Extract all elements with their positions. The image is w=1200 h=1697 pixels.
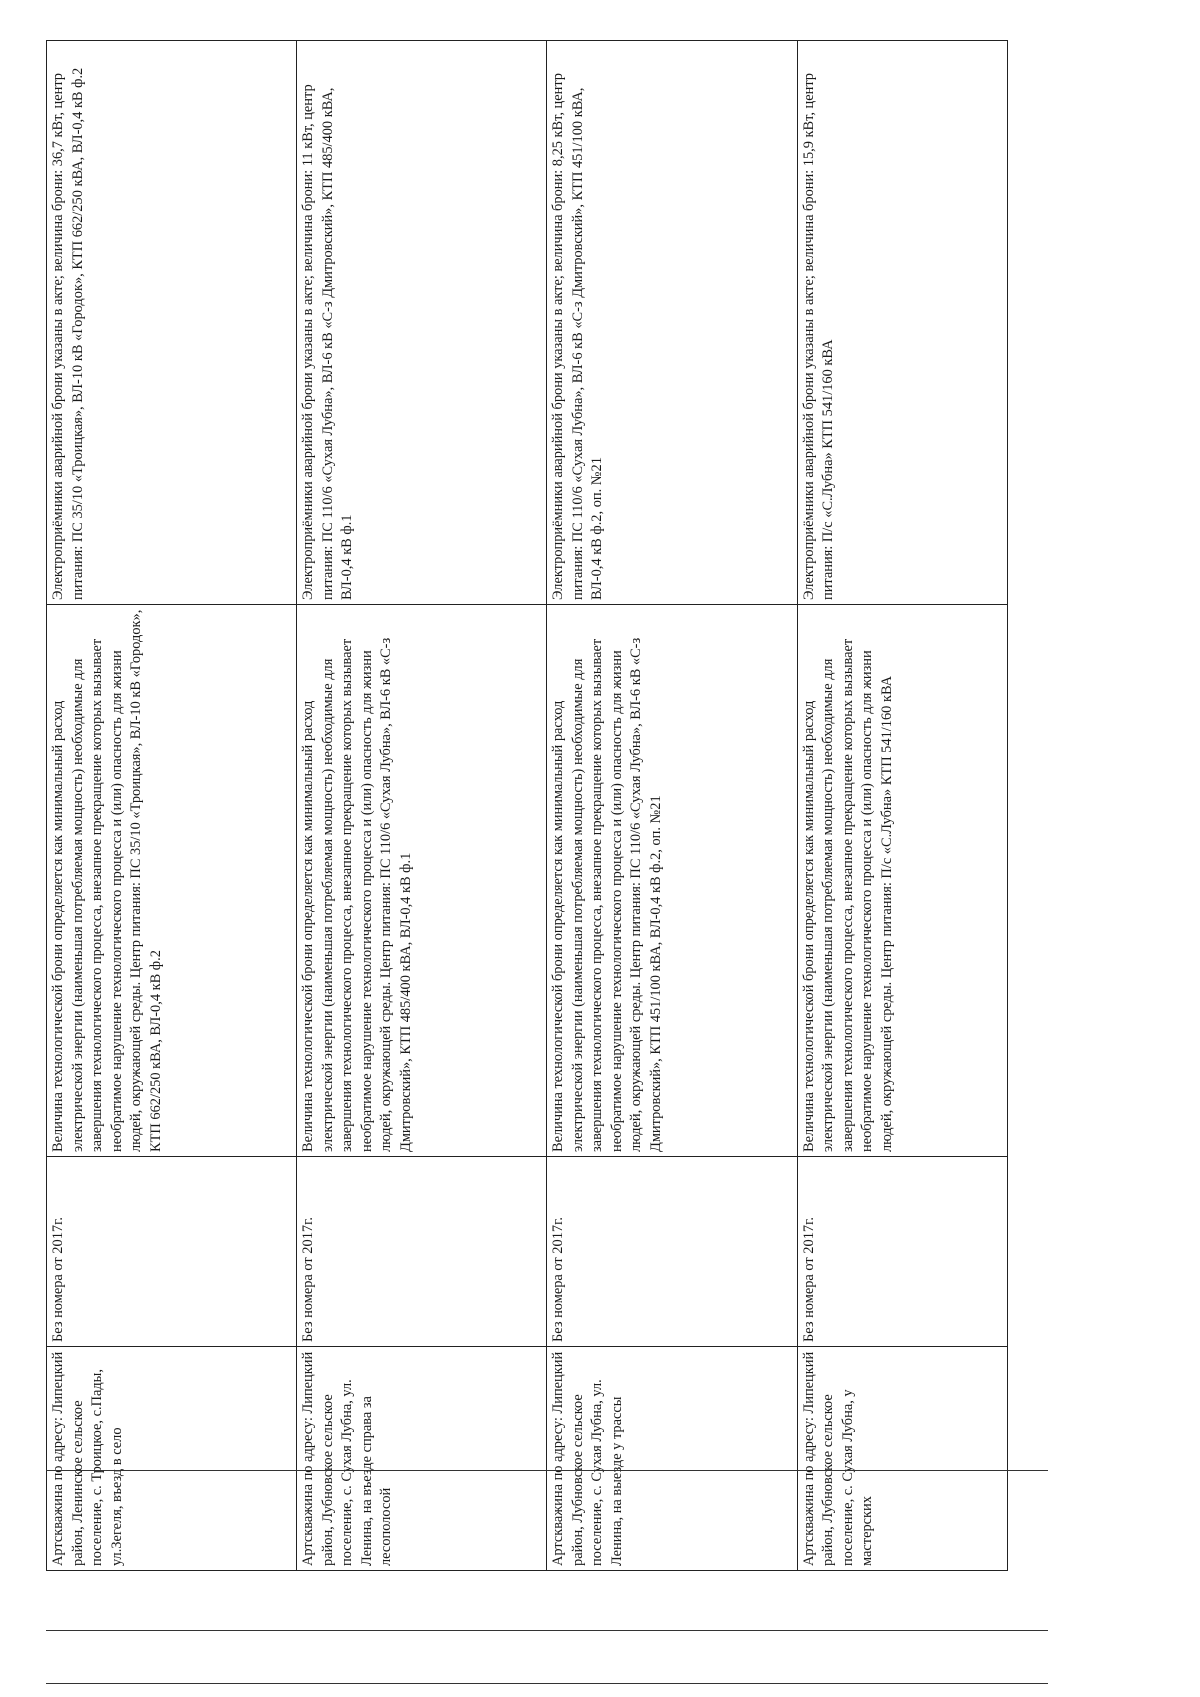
table-row [547, 41, 797, 1571]
act-cell: Без номера от 2017г. [47, 1157, 297, 1347]
act-cell: Без номера от 2017г. [797, 1157, 1007, 1347]
emergency-reserve-cell: Электроприёмники аварийной брони указаны в акте; величина брони: 15,9 кВт, центр питания: П/с «С.Лубна» КТП 541/160 кВА [797, 41, 1007, 605]
object-cell: Артскважина по адресу: Липецкий район, Лубновское сельское поселение, с. Сухая Лубна, у мастерских [797, 1347, 1007, 1571]
object-cell: Артскважина по адресу: Липецкий район, Лубновское сельское поселение, с. Сухая Лубна, ул. Ленина, на въезде справа за лесополосой [297, 1347, 547, 1571]
reserve-table [46, 40, 1008, 1571]
rotated-table-container [46, 41, 1008, 1571]
emergency-reserve-cell: Электроприёмники аварийной брони указаны в акте; величина брони: 36,7 кВт, центр питания: ПС 35/10 «Троицкая», ВЛ-10 кВ «Городок», КТП 662/250 кВА, ВЛ-0,4 кВ ф.2 [47, 41, 297, 605]
table-row [797, 41, 1007, 1571]
tech-reserve-cell: Величина технологической брони определяется как минимальный расход электрической энергии (наименьшая потребляемая мощность) необходимые для завершения технологического процесса, внезапное прекращение которых вызывает необратимое нарушение технологического процесса и (или) опасность для жизни людей, окружающей среды. Центр питания: ПС 110/6 «Сухая Лубна», ВЛ-6 кВ «С-з Дмитровский», КТП 451/100 кВА, ВЛ-0,4 кВ ф.2, оп. №21 [547, 605, 797, 1157]
horizontal-rule-3 [46, 1683, 1048, 1684]
horizontal-rule-1 [46, 1470, 1048, 1471]
tech-reserve-cell: Величина технологической брони определяется как минимальный расход электрической энергии (наименьшая потребляемая мощность) необходимые для завершения технологического процесса, внезапное прекращение которых вызывает необратимое нарушение технологического процесса и (или) опасность для жизни людей, окружающей среды. Центр питания: ПС 35/10 «Троицкая», ВЛ-10 кВ «Городок», КТП 662/250 кВА, ВЛ-0,4 кВ ф.2 [47, 605, 297, 1157]
horizontal-rule-2 [46, 1630, 1048, 1631]
object-cell: Артскважина по адресу: Липецкий район, Лубновское сельское поселение, с. Сухая Лубна, ул. Ленина, на выезде у трассы [547, 1347, 797, 1571]
emergency-reserve-cell: Электроприёмники аварийной брони указаны в акте; величина брони: 11 кВт, центр питания: ПС 110/6 «Сухая Лубна», ВЛ-6 кВ «С-з Дмитровский», КТП 485/400 кВА, ВЛ-0,4 кВ ф.1 [297, 41, 547, 605]
object-cell: Артскважина по адресу: Липецкий район, Ленинское сельское поселение, с. Троицкое, с.Пады, ул.Зегеля, въезд в село [47, 1347, 297, 1571]
tech-reserve-cell: Величина технологической брони определяется как минимальный расход электрической энергии (наименьшая потребляемая мощность) необходимые для завершения технологического процесса, внезапное прекращение которых вызывает необратимое нарушение технологического процесса и (или) опасность для жизни людей, окружающей среды. Центр питания: ПС 110/6 «Сухая Лубна», ВЛ-6 кВ «С-з Дмитровский», КТП 485/400 кВА, ВЛ-0,4 кВ ф.1 [297, 605, 547, 1157]
act-cell: Без номера от 2017г. [297, 1157, 547, 1347]
act-cell: Без номера от 2017г. [547, 1157, 797, 1347]
table-row [47, 41, 297, 1571]
tech-reserve-cell: Величина технологической брони определяется как минимальный расход электрической энергии (наименьшая потребляемая мощность) необходимые для завершения технологического процесса, внезапное прекращение которых вызывает необратимое нарушение технологического процесса и (или) опасность для жизни людей, окружающей среды. Центр питания: П/с «С.Лубна» КТП 541/160 кВА [797, 605, 1007, 1157]
table-row [297, 41, 547, 1571]
emergency-reserve-cell: Электроприёмники аварийной брони указаны в акте; величина брони: 8,25 кВт, центр питания: ПС 110/6 «Сухая Лубна», ВЛ-6 кВ «С-з Дмитровский», КТП 451/100 кВА, ВЛ-0,4 кВ ф.2, оп. №21 [547, 41, 797, 605]
